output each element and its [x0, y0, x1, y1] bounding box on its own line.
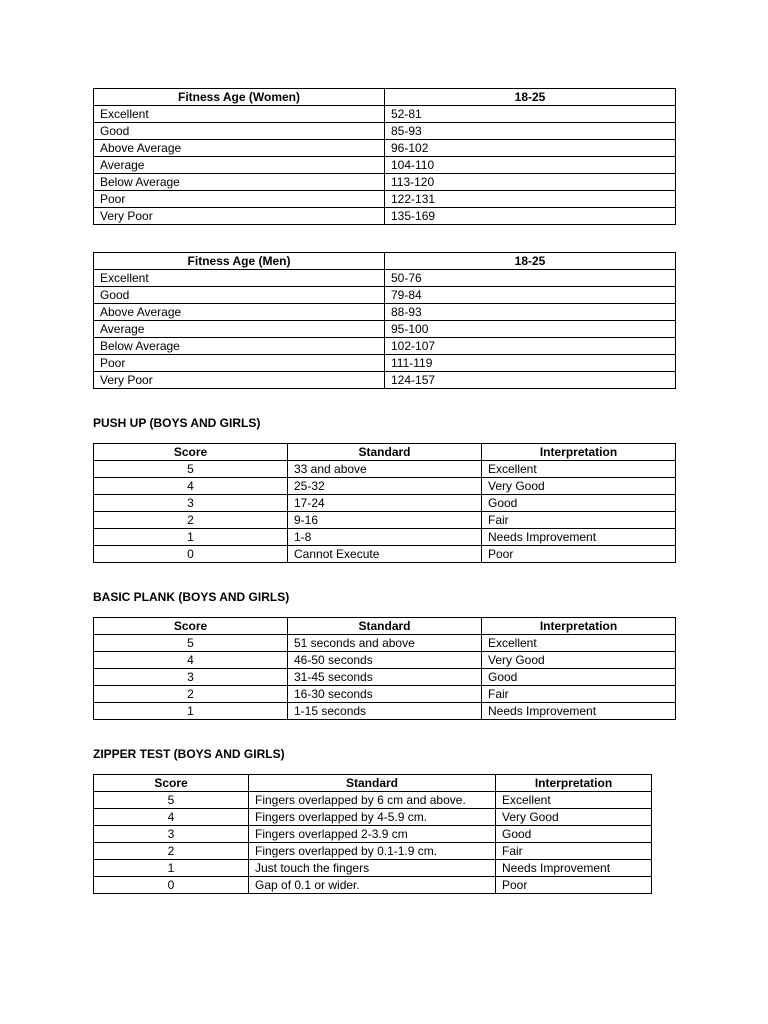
table-cell: Average	[94, 321, 385, 338]
table-cell: Good	[496, 826, 652, 843]
table-cell: Good	[482, 495, 676, 512]
table-cell: 104-110	[385, 157, 676, 174]
table-cell: 1-8	[288, 529, 482, 546]
table-row	[94, 809, 652, 826]
table-cell: Needs Improvement	[496, 860, 652, 877]
table-cell: 1-15 seconds	[288, 703, 482, 720]
table-cell: Fair	[482, 686, 676, 703]
table-row	[94, 461, 676, 478]
table-cell: Just touch the fingers	[249, 860, 496, 877]
table-cell: Below Average	[94, 338, 385, 355]
table-cell: 9-16	[288, 512, 482, 529]
table-cell: Average	[94, 157, 385, 174]
table-header-row	[94, 618, 676, 635]
push-up-table	[93, 443, 676, 563]
table-cell: 31-45 seconds	[288, 669, 482, 686]
table-cell: 102-107	[385, 338, 676, 355]
table-cell: Cannot Execute	[288, 546, 482, 563]
column-header: Standard	[288, 618, 482, 635]
table-cell: Above Average	[94, 304, 385, 321]
table-row	[94, 321, 676, 338]
table-cell: 0	[94, 546, 288, 563]
table-header-row	[94, 444, 676, 461]
table-row	[94, 792, 652, 809]
table-row	[94, 635, 676, 652]
table-row	[94, 106, 676, 123]
table-cell: Fingers overlapped by 4-5.9 cm.	[249, 809, 496, 826]
table-row	[94, 860, 652, 877]
table-cell: 3	[94, 669, 288, 686]
column-header: Standard	[288, 444, 482, 461]
zipper-test-heading: ZIPPER TEST (BOYS AND GIRLS)	[93, 747, 285, 761]
table-row	[94, 529, 676, 546]
table-cell: 1	[94, 703, 288, 720]
table-cell: 5	[94, 635, 288, 652]
table-cell: Fingers overlapped 2-3.9 cm	[249, 826, 496, 843]
table-cell: Poor	[94, 355, 385, 372]
table-row	[94, 495, 676, 512]
table-cell: 79-84	[385, 287, 676, 304]
table-cell: Very Poor	[94, 208, 385, 225]
table-cell: 1	[94, 529, 288, 546]
table-row	[94, 338, 676, 355]
table-row	[94, 512, 676, 529]
table-cell: 96-102	[385, 140, 676, 157]
table-cell: 4	[94, 809, 249, 826]
column-header: 18-25	[385, 89, 676, 106]
table-cell: 16-30 seconds	[288, 686, 482, 703]
table-cell: 4	[94, 478, 288, 495]
table-cell: Fingers overlapped by 0.1-1.9 cm.	[249, 843, 496, 860]
table-cell: 50-76	[385, 270, 676, 287]
table-row	[94, 174, 676, 191]
table-row	[94, 208, 676, 225]
table-cell: Poor	[482, 546, 676, 563]
table-cell: 33 and above	[288, 461, 482, 478]
table-cell: Fingers overlapped by 6 cm and above.	[249, 792, 496, 809]
table-cell: 46-50 seconds	[288, 652, 482, 669]
table-cell: Very Poor	[94, 372, 385, 389]
table-row	[94, 652, 676, 669]
table-cell: 2	[94, 512, 288, 529]
table-cell: 5	[94, 792, 249, 809]
table-cell: 113-120	[385, 174, 676, 191]
table-cell: Excellent	[496, 792, 652, 809]
table-cell: Good	[482, 669, 676, 686]
table-row	[94, 686, 676, 703]
table-cell: 124-157	[385, 372, 676, 389]
table-row	[94, 270, 676, 287]
table-cell: Below Average	[94, 174, 385, 191]
table-row	[94, 478, 676, 495]
table-header-row	[94, 89, 676, 106]
table-header-row	[94, 775, 652, 792]
table-cell: Excellent	[482, 461, 676, 478]
table-cell: 122-131	[385, 191, 676, 208]
table-cell: 1	[94, 860, 249, 877]
table-cell: Excellent	[94, 270, 385, 287]
column-header: 18-25	[385, 253, 676, 270]
table-cell: 3	[94, 495, 288, 512]
column-header: Fitness Age (Men)	[94, 253, 385, 270]
table-row	[94, 877, 652, 894]
fitness-age-men-table	[93, 252, 676, 389]
table-cell: 85-93	[385, 123, 676, 140]
table-cell: Good	[94, 123, 385, 140]
table-cell: Above Average	[94, 140, 385, 157]
table-cell: Needs Improvement	[482, 703, 676, 720]
table-row	[94, 157, 676, 174]
table-cell: 0	[94, 877, 249, 894]
column-header: Standard	[249, 775, 496, 792]
table-cell: 95-100	[385, 321, 676, 338]
column-header: Score	[94, 618, 288, 635]
table-cell: Poor	[496, 877, 652, 894]
basic-plank-heading: BASIC PLANK (BOYS AND GIRLS)	[93, 590, 290, 604]
table-cell: 25-32	[288, 478, 482, 495]
table-cell: 111-119	[385, 355, 676, 372]
table-row	[94, 669, 676, 686]
table-cell: 17-24	[288, 495, 482, 512]
fitness-age-women-table	[93, 88, 676, 225]
table-cell: Very Good	[482, 652, 676, 669]
column-header: Interpretation	[482, 444, 676, 461]
column-header: Fitness Age (Women)	[94, 89, 385, 106]
table-row	[94, 843, 652, 860]
table-cell: Needs Improvement	[482, 529, 676, 546]
table-cell: Excellent	[94, 106, 385, 123]
table-cell: 2	[94, 843, 249, 860]
table-row	[94, 372, 676, 389]
table-row	[94, 123, 676, 140]
table-row	[94, 826, 652, 843]
zipper-test-table	[93, 774, 652, 894]
table-row	[94, 191, 676, 208]
column-header: Interpretation	[482, 618, 676, 635]
table-row	[94, 140, 676, 157]
table-row	[94, 304, 676, 321]
table-cell: 51 seconds and above	[288, 635, 482, 652]
table-row	[94, 546, 676, 563]
table-cell: 5	[94, 461, 288, 478]
table-cell: 4	[94, 652, 288, 669]
table-cell: Good	[94, 287, 385, 304]
table-row	[94, 287, 676, 304]
table-cell: 2	[94, 686, 288, 703]
table-cell: Fair	[482, 512, 676, 529]
table-cell: 3	[94, 826, 249, 843]
table-cell: 88-93	[385, 304, 676, 321]
table-cell: Very Good	[482, 478, 676, 495]
table-cell: 135-169	[385, 208, 676, 225]
table-row	[94, 355, 676, 372]
table-cell: Poor	[94, 191, 385, 208]
basic-plank-table	[93, 617, 676, 720]
table-cell: Fair	[496, 843, 652, 860]
table-row	[94, 703, 676, 720]
column-header: Interpretation	[496, 775, 652, 792]
table-cell: Very Good	[496, 809, 652, 826]
table-cell: Gap of 0.1 or wider.	[249, 877, 496, 894]
column-header: Score	[94, 444, 288, 461]
table-cell: 52-81	[385, 106, 676, 123]
table-header-row	[94, 253, 676, 270]
table-cell: Excellent	[482, 635, 676, 652]
column-header: Score	[94, 775, 249, 792]
push-up-heading: PUSH UP (BOYS AND GIRLS)	[93, 416, 261, 430]
